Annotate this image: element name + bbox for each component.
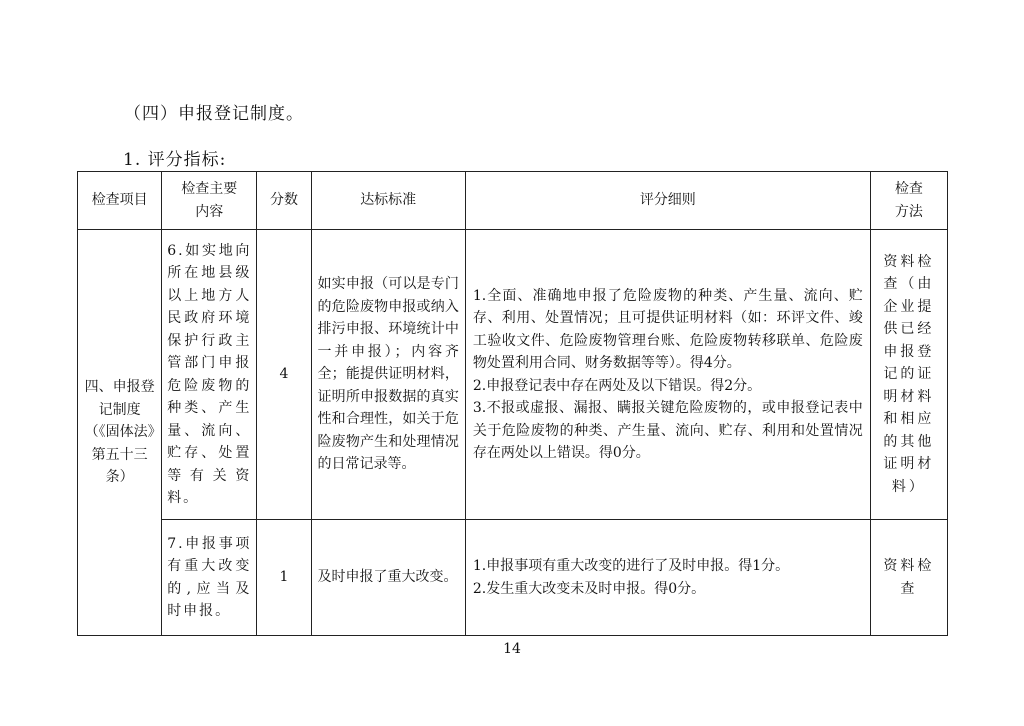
rule-line: 2.申报登记表中存在两处及以下错误。得2分。 bbox=[472, 377, 762, 394]
rules-cell bbox=[465, 230, 870, 520]
rule-line: 2.发生重大改变未及时申报。得0分。 bbox=[472, 580, 706, 597]
table-row bbox=[78, 520, 948, 636]
method-cell: 资料检查 bbox=[870, 520, 947, 636]
rule-line: 1.全面、准确地申报了危险废物的种类、产生量、流向、贮存、利用、处置情况；且可提供证明材料（如：环评文件、竣工验收文件、危险废物管理台账、危险废物转移联单、危险废物处置利用合同、财务数据等等）。得4分。 bbox=[472, 287, 863, 371]
header-check-content: 检查主要内容 bbox=[162, 172, 257, 230]
header-rules: 评分细则 bbox=[465, 172, 870, 230]
rule-line: 3.不报或虚报、漏报、瞒报关键危险废物的，或申报登记表中关于危险废物的种类、产生量、流向、贮存、利用和处置情况存在两处以上错误。得0分。 bbox=[472, 400, 863, 461]
score-cell: 4 bbox=[257, 230, 311, 520]
section-heading: （四）申报登记制度。 bbox=[124, 104, 304, 124]
scoring-table bbox=[77, 171, 948, 636]
group-item-cell: 四、申报登记制度（《固体法》第五十三条） bbox=[78, 230, 162, 636]
standard-cell: 及时申报了重大改变。 bbox=[311, 520, 465, 636]
header-check-item: 检查项目 bbox=[78, 172, 162, 230]
subheading-scoring-indicators: 1. 评分指标: bbox=[123, 150, 227, 170]
header-standard: 达标标准 bbox=[311, 172, 465, 230]
score-cell: 1 bbox=[257, 520, 311, 636]
table-header-row bbox=[78, 172, 948, 230]
table-row bbox=[78, 230, 948, 520]
content-cell: 7.申报事项有重大改变的,应当及时申报。 bbox=[162, 520, 257, 636]
standard-cell: 如实申报（可以是专门的危险废物申报或纳入排污申报、环境统计中一并申报）；内容齐全；能提供证明材料，证明所申报数据的真实性和合理性，如关于危险废物产生和处理情况的日常记录等。 bbox=[311, 230, 465, 520]
content-cell: 6.如实地向所在地县级以上地方人民政府环境保护行政主管部门申报危险废物的种类、产生量、流向、贮存、处置等有关资料。 bbox=[162, 230, 257, 520]
page-number: 14 bbox=[503, 641, 521, 657]
rules-cell bbox=[465, 520, 870, 636]
header-score: 分数 bbox=[257, 172, 311, 230]
header-method: 检查方法 bbox=[870, 172, 947, 230]
rule-line: 1.申报事项有重大改变的进行了及时申报。得1分。 bbox=[472, 558, 790, 574]
method-cell: 资料检查（由企业提供已经申报登记的证明材料和相应的其他证明材料） bbox=[870, 230, 947, 520]
